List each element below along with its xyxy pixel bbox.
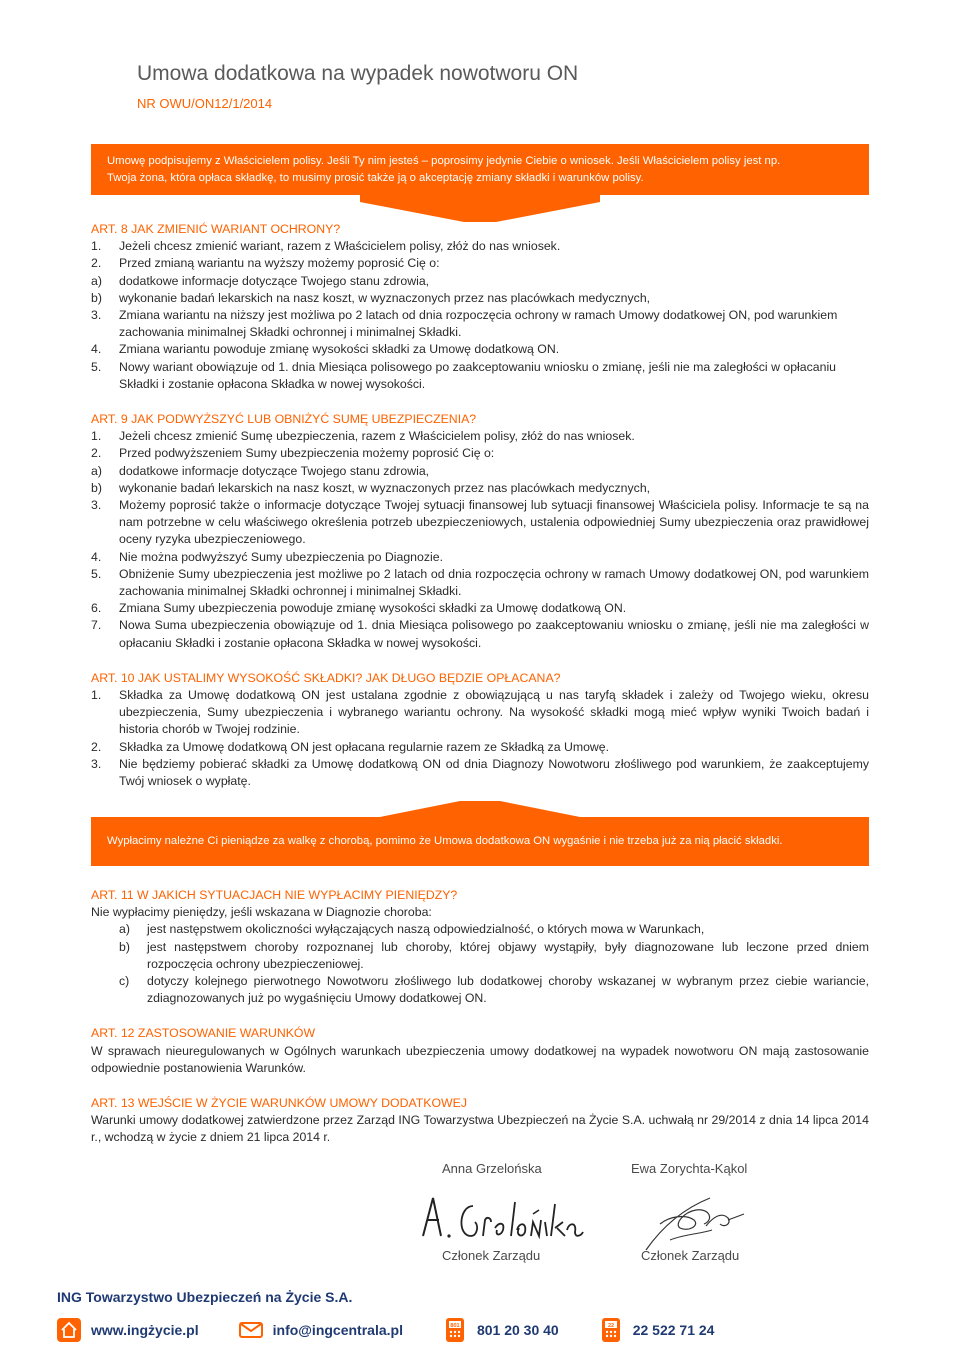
list-item: 3. Możemy poprosić także o informacje dotyczące Twojej sytuacji finansowej lub sytuacji finansowej Właściciela polisy. Informacje te są na nam potrzebne w celu właściwego określenia potrzeb ubezpieczeniowych, ustalenia odpowiedniej Sumy ubezpieczenia oraz prawidłowej oceny ryzyka ubezpieczeniowego. <box>91 498 869 547</box>
sub-item: b) wykonanie badań lekarskich na nasz koszt, w wyznaczonych przez nas placówkach medycznych, <box>91 480 651 495</box>
article-text: W sprawach nieuregulowanych w Ogólnych warunkach ubezpieczenia umowy dodatkowej na wypadek nowotworu ON mają zastosowanie odpowiednie postanowienia Warunków. <box>91 1043 869 1075</box>
notice-line: Twoja żona, która opłaca składkę, to musimy prosić także ją o akceptację zmiany składki i warunków polisy. <box>107 172 644 184</box>
article-heading: ART. 8 JAK ZMIENIĆ WARIANT OCHRONY? <box>91 222 341 236</box>
list-item: 7. Nowa Suma ubezpieczenia obowiązuje od 1. dnia Miesiąca polisowego po zaakceptowaniu wniosku o zmianę, jeśli nie ma zaległości w opłacaniu Składki i zostanie opłacona Składka w nowej wysokości. <box>91 618 869 650</box>
sub-item: a) jest następstwem okoliczności wyłączających naszą odpowiedzialność, o których mowa w Warunkach, <box>119 922 705 937</box>
footer-contacts <box>57 1315 754 1345</box>
signatory-name-2: Ewa Zorychta-Kąkol <box>631 1161 748 1176</box>
list-item: 2. Przed zmianą wariantu na wyższy możemy poprosić Cię o: <box>91 256 440 271</box>
list-item: 3. Zmiana wariantu na niższy jest możliwa po 2 latach od dnia rozpoczęcia ochrony w ramach Umowy dodatkowej ON, pod warunkiem zachowania minimalnej Składki ochronnej i minimalnej Składki. <box>91 308 838 340</box>
footer-phone-2[interactable] <box>599 1318 715 1342</box>
sub-item: b) jest następstwem choroby rozpoznanej lub choroby, której objawy wystąpiły, były diagnozowane lub leczone przed dniem rozpoczęcia ochrony ubezpieczeniowej. <box>119 939 869 971</box>
list-item: 1. Składka za Umowę dodatkową ON jest ustalana zgodnie z obowiązującą u nas taryfą składek i zależy od Twojego wieku, okresu ubezpieczenia, Sumy ubezpieczenia i wybranego wariantu ochrony. Na wysokość składki mogą mieć wpływ wyniki Twoich badań i historia chorób w Twojej rodzinie. <box>91 688 869 737</box>
footer-website[interactable] <box>57 1318 199 1342</box>
phone-icon <box>599 1318 623 1342</box>
article-11 <box>91 887 869 1007</box>
website-link[interactable]: www.ingżycie.pl <box>91 1322 199 1338</box>
list-item: 6. Zmiana Sumy ubezpieczenia powoduje zmianę wysokości składki za Umowę dodatkową ON. <box>91 601 627 616</box>
article-heading: ART. 11 W JAKICH SYTUACJACH NIE WYPŁACIMY PIENIĘDZY? <box>91 888 458 902</box>
phone-icon <box>443 1318 467 1342</box>
signatory-role-2: Członek Zarządu <box>641 1248 740 1263</box>
list-item: 2. Przed podwyższeniem Sumy ubezpieczenia możemy poprosić Cię o: <box>91 446 495 461</box>
article-heading: ART. 9 JAK PODWYŻSZYĆ LUB OBNIŻYĆ SUMĘ UBEZPIECZENIA? <box>91 412 477 427</box>
footer-company-name: ING Towarzystwo Ubezpieczeń na Życie S.A. <box>57 1289 353 1305</box>
notice-box-middle <box>91 817 869 866</box>
list-item: 2. Składka za Umowę dodatkową ON jest opłacana regularnie razem ze Składką za Umowę. <box>91 739 610 754</box>
document-code: NR OWU/ON12/1/2014 <box>137 96 273 111</box>
sub-item: a) dodatkowe informacje dotyczące Twojego stanu zdrowia, <box>91 463 430 478</box>
document-title: Umowa dodatkowa na wypadek nowotworu ON <box>137 62 579 85</box>
article-12 <box>91 1025 869 1077</box>
signature-2-image <box>640 1190 750 1256</box>
document-body-lower <box>91 887 869 1165</box>
article-10 <box>91 670 869 790</box>
list-item: 3. Nie będziemy pobierać składki za Umowę dodatkową ON od dnia Diagnozy Nowotworu złośliwego pod warunkiem, że zaakceptujemy Twój wniosek o wypłatę. <box>91 756 869 789</box>
signatory-role-1: Członek Zarządu <box>442 1248 541 1263</box>
phone-number-1[interactable]: 801 20 30 40 <box>476 1322 559 1338</box>
list-item: 1. Jeżeli chcesz zmienić wariant, razem z Właścicielem polisy, złóż do nas wniosek. <box>91 239 561 254</box>
list-item: 4. Nie można podwyższyć Sumy ubezpieczenia po Diagnozie. <box>91 549 443 564</box>
home-icon <box>57 1318 81 1342</box>
signatory-name-1: Anna Grzelońska <box>442 1161 542 1176</box>
article-heading: ART. 12 ZASTOSOWANIE WARUNKÓW <box>91 1026 316 1041</box>
article-heading: ART. 13 WEJŚCIE W ŻYCIE WARUNKÓW UMOWY DODATKOWEJ <box>91 1096 467 1111</box>
footer-phone-1[interactable] <box>443 1318 559 1342</box>
signature-1-image <box>415 1192 585 1244</box>
article-13 <box>91 1095 869 1147</box>
notice-text: Wypłacimy należne Ci pieniądze za walkę z chorobą, pomimo że Umowa dodatkowa ON wygaśnie i nie trzeba już za nią płacić składki. <box>107 835 783 847</box>
sub-item: a) dodatkowe informacje dotyczące Twojego stanu zdrowia, <box>91 273 430 288</box>
footer-email[interactable] <box>239 1318 403 1342</box>
list-item: 1. Jeżeli chcesz zmienić Sumę ubezpieczenia, razem z Właścicielem polisy, złóż do nas wniosek. <box>91 429 635 444</box>
list-item: 4. Zmiana wariantu powoduje zmianę wysokości składki za Umowę dodatkową ON. <box>91 342 560 357</box>
sub-item: b) wykonanie badań lekarskich na nasz koszt, w wyznaczonych przez nas placówkach medycznych, <box>91 290 651 305</box>
arrow-down-icon <box>0 795 960 817</box>
list-item: 5. Nowy wariant obowiązuje od 1. dnia Miesiąca polisowego po zaakceptowaniu wniosku o zmianę, jeśli nie ma zaległości w opłacaniu Składki i zostanie opłacona Składka w nowej wysokości. <box>91 359 837 391</box>
article-intro: Nie wypłacimy pieniędzy, jeśli wskazana w Diagnozie choroba: <box>91 905 432 920</box>
sub-item: c) dotyczy kolejnego pierwotnego Nowotworu złośliwego lub dodatkowej choroby wskazanej w wybranym przez ciebie wariancie, zdiagnozowanych już po wygaśnięciu Umowy dodatkowej ON. <box>119 974 869 1006</box>
article-8 <box>91 221 869 393</box>
article-heading: ART. 10 JAK USTALIMY WYSOKOŚĆ SKŁADKI? JAK DŁUGO BĘDZIE OPŁACANA? <box>91 670 561 685</box>
notice-line: Umowę podpisujemy z Właścicielem polisy. Jeśli Ty nim jesteś – poprosimy jedynie Ciebie o wniosek. Jeśli Właścicielem polisy jest np. <box>107 155 781 167</box>
phone-badge-2: 22 <box>607 1323 614 1329</box>
notice-box-top <box>91 144 869 195</box>
article-9 <box>91 411 869 652</box>
mail-icon <box>239 1318 263 1342</box>
phone-badge-1: 801 <box>450 1323 460 1329</box>
list-item: 5. Obniżenie Sumy ubezpieczenia jest możliwe po 2 latach od dnia rozpoczęcia ochrony w ramach Umowy dodatkowej ON, pod warunkiem zachowania minimalnej Składki ochronnej i minimalnej Składki. <box>91 566 869 599</box>
phone-number-2[interactable]: 22 522 71 24 <box>632 1322 715 1338</box>
document-body <box>91 221 869 808</box>
email-link[interactable]: info@ingcentrala.pl <box>272 1322 403 1338</box>
article-text: Warunki umowy dodatkowej zatwierdzone przez Zarząd ING Towarzystwa Ubezpieczeń na Życie S.A. uchwałą nr 29/2014 z dnia 14 lipca 2014 r., wchodzą w życie z dniem 21 lipca 2014 r. <box>91 1113 869 1145</box>
